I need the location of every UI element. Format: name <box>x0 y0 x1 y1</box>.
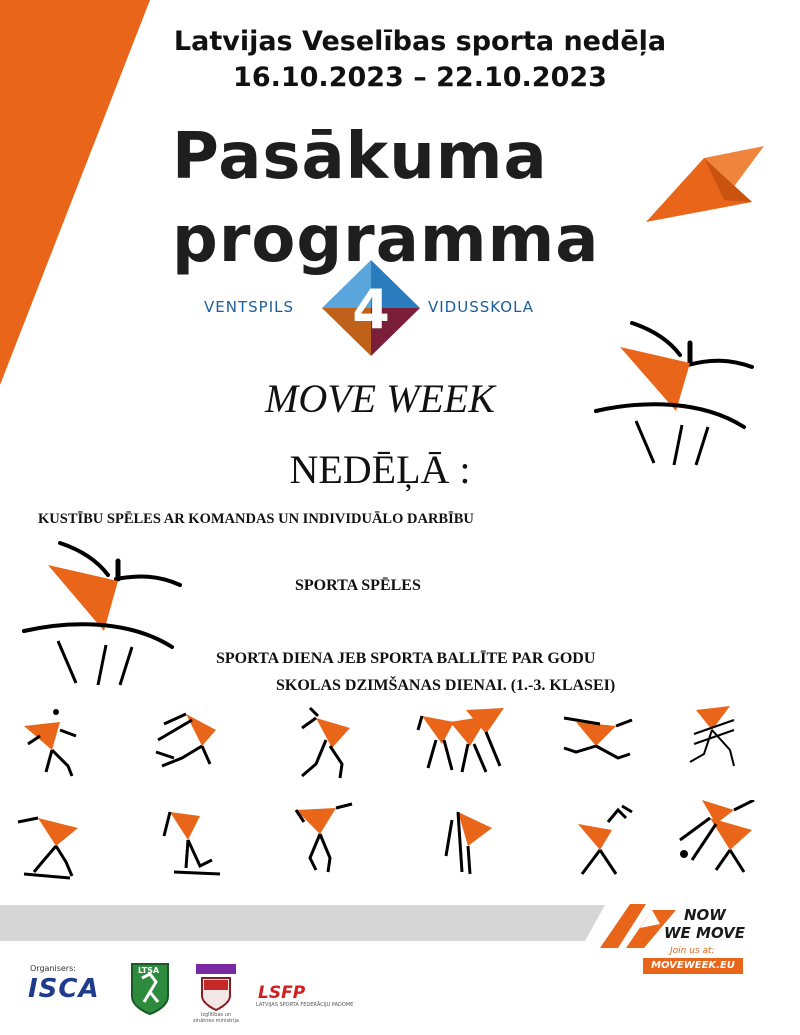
now-we-move-line1: NOW <box>684 906 726 924</box>
sport-figure-icon <box>578 806 632 874</box>
school-name-left: VENTSPILS <box>204 298 294 316</box>
paper-plane-icon <box>640 140 770 230</box>
sport-figure-icon <box>446 812 492 874</box>
sport-figure-icon <box>156 714 216 766</box>
sport-figure-icon <box>302 708 350 778</box>
program-title-line1: Pasākuma <box>172 120 548 194</box>
sport-figure-icon <box>18 535 193 690</box>
sport-figure-icon <box>680 800 754 872</box>
join-us-label: Join us at: <box>670 946 715 956</box>
moveweek-site-link[interactable]: MOVEWEEK.EU <box>643 958 743 974</box>
sport-figures-row-2 <box>0 800 800 890</box>
lsfp-caption: LATVIJAS SPORTA FEDERĀCIJU PADOME <box>256 1002 354 1008</box>
move-week-heading: MOVE WEEK <box>265 376 495 421</box>
activity-item-3-line1: SPORTA DIENA JEB SPORTA BALLĪTE PAR GODU <box>216 650 596 667</box>
activity-item-1: KUSTĪBU SPĒLES AR KOMANDAS UN INDIVIDUĀLO DARBĪBU <box>38 511 474 527</box>
sport-figure-icon <box>418 708 504 772</box>
ministry-caption: Izglītības un zinātnes ministrija <box>193 1012 239 1024</box>
event-title: Latvijas Veselības sporta nedēļa <box>173 26 667 57</box>
sport-figure-icon <box>164 812 220 874</box>
week-subheading: NEDĒĻĀ : <box>289 447 471 492</box>
ministry-crest-icon <box>194 962 238 1014</box>
lsfp-logo: LSFP <box>258 983 306 1003</box>
sport-figure-icon <box>690 706 734 766</box>
lsa-logo-text: LTSA <box>138 966 160 975</box>
move-week-figure-icon <box>590 315 765 470</box>
event-dates: 16.10.2023 – 22.10.2023 <box>233 62 607 93</box>
school-number: 4 <box>352 278 390 341</box>
program-title-line2: programma <box>172 203 600 277</box>
sport-figures-row-1 <box>0 700 800 790</box>
sport-figure-icon <box>24 709 76 776</box>
now-we-move-line2: WE MOVE <box>664 924 746 942</box>
organisers-label: Organisers: <box>30 964 76 973</box>
sport-figure-icon <box>564 718 632 758</box>
sport-figure-icon <box>296 804 352 872</box>
activity-item-2: SPORTA SPĒLES <box>295 577 421 594</box>
activity-item-3-line2: SKOLAS DZIMŠANAS DIENAI. (1.-3. KLASEI) <box>276 677 616 694</box>
school-logo-icon <box>320 258 422 358</box>
school-name-right: VIDUSSKOLA <box>428 298 535 316</box>
isca-logo: ISCA <box>28 974 100 1004</box>
sport-figure-icon <box>18 818 78 878</box>
